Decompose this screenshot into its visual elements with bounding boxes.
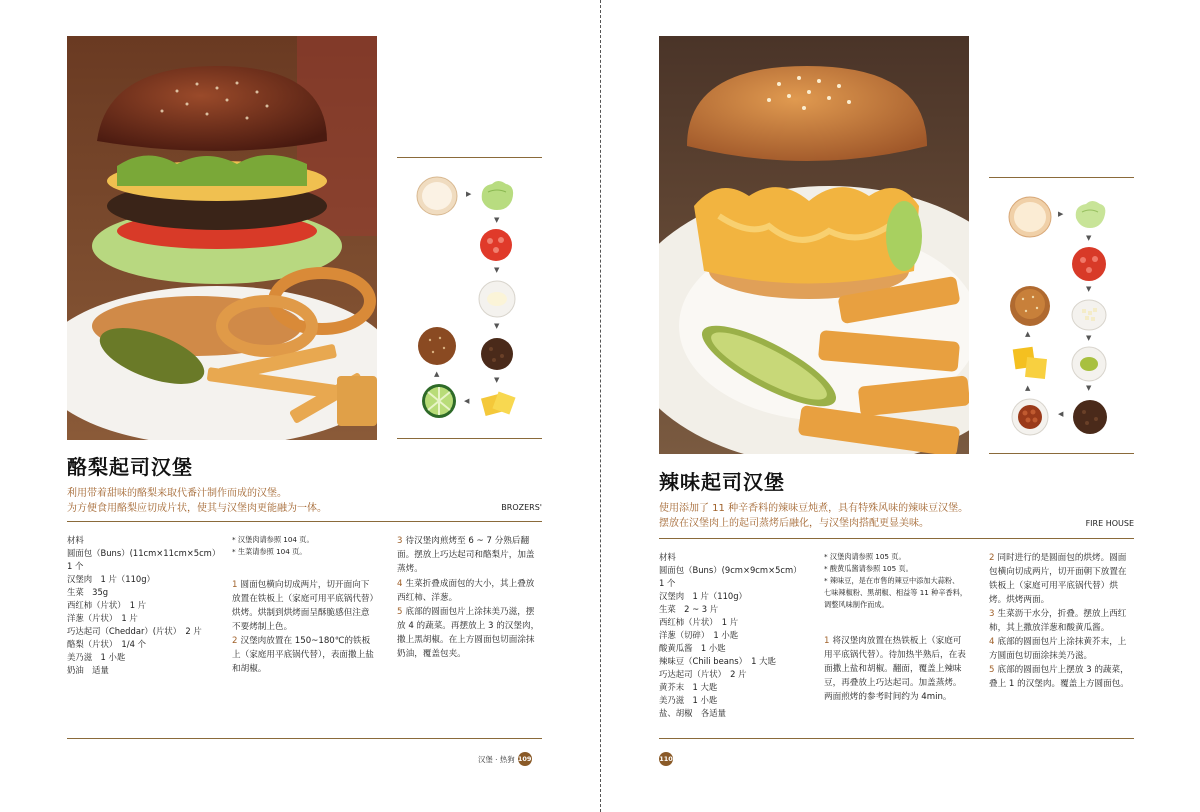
ingredients-list [659, 551, 819, 720]
recipe-intro [659, 501, 1079, 531]
arrow-icon: ▲ [1025, 330, 1031, 338]
note-line: 七味辣椒粉、黑胡椒、相益等 11 种辛香料， [824, 588, 968, 597]
cheese-slices-icon [480, 388, 516, 426]
note-line: * 汉堡肉请参照 104 页。 [232, 535, 314, 544]
recipe-intro [67, 486, 487, 516]
ingredient-line: 酸黄瓜酱 1 小匙 [659, 643, 726, 653]
arrow-icon: ▼ [494, 266, 500, 274]
recipe-step [989, 663, 1134, 691]
page-folio [659, 752, 673, 766]
ingredient-line: 美乃滋 1 小匙 [67, 652, 126, 662]
recipe-step [397, 605, 542, 661]
note-line: * 汉堡肉请参照 105 页。 [824, 552, 906, 561]
ingredient-line: 巧达起司（Cheddar）(片状） 2 片 [67, 626, 202, 636]
reference-notes [824, 551, 974, 611]
ingredient-flow-top-rule [989, 177, 1134, 178]
section-name: 汉堡 · 热狗 [478, 754, 515, 764]
onion-icon [1070, 298, 1108, 336]
arrow-icon: ▼ [1086, 384, 1092, 392]
restaurant-source: BROZERS' [501, 503, 542, 512]
recipe-title: 辣味起司汉堡 [659, 470, 785, 494]
intro-line: 使用添加了 11 种辛香料的辣味豆炖煮，具有特殊风味的辣味豆汉堡。 [659, 503, 969, 514]
step-text: 将汉堡肉放置在热铁板上（家庭可用平底锅代替）。待加热半熟后，在表面撒上盐和胡椒。翻面，覆盖上辣味豆，再叠放上巧达起司。加盖蒸烤。两面煎烤的参考时间约为 4min。 [824, 636, 966, 702]
arrow-icon: ◀ [464, 397, 470, 405]
patty-icon [1070, 398, 1110, 440]
note-line: * 酸黄瓜酱请参照 105 页。 [824, 564, 913, 573]
step-text: 生菜折叠成面包的大小，其上叠放西红柿、洋葱。 [397, 579, 535, 603]
ingredient-line: 酪梨（片状） 1/4 个 [67, 639, 146, 649]
ingredient-line: 洋葱（片状） 1 片 [67, 613, 138, 623]
ingredient-line: 生菜 35g [67, 587, 109, 597]
note-line: * 生菜请参照 104 页。 [232, 547, 307, 556]
cheese-slices-icon [1012, 344, 1050, 386]
recipe-step [824, 634, 969, 704]
ingredient-line: 圆面包（Buns）(11cm×11cm×5cm） [67, 548, 221, 558]
arrow-icon: ▼ [494, 322, 500, 330]
recipe-step [397, 577, 542, 605]
step-text: 底部的圆面包片上涂抹黄芥末，上方圆面包切面涂抹美乃滋。 [989, 637, 1127, 661]
step-text: 底部的圆面包片上涂抹美乃滋，摆放 4 的蔬菜。再摆放上 3 的汉堡肉，撒上黑胡椒。在上方圆面包切面涂抹奶油，覆盖包夹。 [397, 607, 540, 659]
section-rule [659, 538, 1134, 539]
bun-bottom-icon [1008, 284, 1052, 332]
ingredient-line: 洋葱（切碎） 1 小匙 [659, 630, 739, 640]
note-line: * 辣味豆，是在市售的辣豆中添加大蒜粉、 [824, 576, 960, 585]
step-number: 1 [824, 636, 830, 646]
avocado-cheese-burger-photo [67, 36, 377, 440]
arrow-icon: ▶ [466, 190, 472, 198]
tomato-slice-icon [1070, 246, 1108, 286]
ingredient-line: 1 个 [659, 578, 676, 588]
arrow-icon: ▲ [1025, 384, 1031, 392]
page-folio [478, 752, 532, 766]
ingredient-line: 辣味豆（Chili beans） 1 大匙 [659, 656, 776, 666]
ingredient-line: 生菜 2 ~ 3 片 [659, 604, 719, 614]
lettuce-icon [478, 178, 516, 218]
ingredient-line: 盐、胡椒 各适量 [659, 708, 726, 718]
ingredient-line: 圆面包（Buns）(9cm×9cm×5cm） [659, 565, 802, 575]
ingredient-line: 西红柿（片状） 1 片 [659, 617, 739, 627]
recipe-step [397, 534, 542, 576]
arrow-icon: ▼ [1086, 285, 1092, 293]
relish-icon [1070, 346, 1108, 386]
page-spine [600, 0, 601, 812]
step-text: 生菜沥干水分，折叠。摆放上西红柿，其上撒放洋葱和酸黄瓜酱。 [989, 609, 1127, 633]
page-number-badge: 109 [518, 752, 532, 766]
ingredient-line: 1 个 [67, 561, 84, 571]
avocado-slice-icon [420, 382, 458, 424]
step-number: 4 [397, 579, 403, 589]
ingredient-line: 材料 [67, 535, 84, 545]
ingredient-line: 巧达起司（片状） 2 片 [659, 669, 747, 679]
bun-top-icon [416, 176, 458, 220]
arrow-icon: ▼ [494, 376, 500, 384]
ingredient-line: 黄芥末 1 大匙 [659, 682, 718, 692]
arrow-icon: ▼ [494, 216, 500, 224]
ingredient-line: 奶油 适量 [67, 665, 109, 675]
step-text: 圆面包横向切成两片，切开面向下放置在铁板上（家庭可用平底锅代替）烘烤。烘制到烘烤面呈酥脆感但注意不要烤制上色。 [232, 580, 374, 632]
arrow-icon: ▶ [1058, 210, 1064, 218]
tomato-slice-icon [478, 228, 514, 266]
ingredient-line: 汉堡肉 1 片（110g） [659, 591, 747, 601]
step-number: 4 [989, 637, 995, 647]
step-number: 5 [397, 607, 403, 617]
footer-rule [67, 738, 542, 739]
recipe-step [989, 551, 1134, 607]
lettuce-icon [1072, 198, 1108, 236]
ingredient-line: 美乃滋 1 小匙 [659, 695, 718, 705]
recipe-title: 酪梨起司汉堡 [67, 455, 193, 479]
ingredient-flow-bottom-rule [397, 438, 542, 439]
ingredient-flow-top-rule [397, 157, 542, 158]
arrow-icon: ▼ [1086, 334, 1092, 342]
step-number: 2 [989, 553, 995, 563]
step-number: 1 [232, 580, 238, 590]
ingredient-line: 材料 [659, 552, 676, 562]
step-number: 2 [232, 636, 238, 646]
restaurant-source: FIRE HOUSE [1085, 519, 1134, 528]
step-number: 3 [989, 609, 995, 619]
bun-top-icon [1008, 196, 1052, 242]
step-number: 5 [989, 665, 995, 675]
intro-line: 利用带着甜味的酪梨来取代番汁制作而成的汉堡。 [67, 488, 287, 499]
intro-line: 摆放在汉堡肉上的起司蒸烤后融化，与汉堡肉搭配更显美味。 [659, 518, 929, 529]
bun-bottom-icon [416, 326, 458, 370]
ingredient-line: 汉堡肉 1 片（110g） [67, 574, 155, 584]
intro-line: 为方便食用酪梨应切成片状，使其与汉堡肉更能融为一体。 [67, 503, 327, 514]
chili-cheese-burger-photo [659, 36, 969, 454]
arrow-icon: ◀ [1058, 410, 1064, 418]
step-text: 同时进行的是圆面包的烘烤。圆面包横向切成两片，切开面朝下放置在铁板上（家庭可用平底锅代替）烘烤。烘烤两面。 [989, 553, 1127, 605]
step-text: 底部的圆面包片上摆放 3 的蔬菜，叠上 1 的汉堡肉。覆盖上方圆面包。 [989, 665, 1129, 689]
step-text: 待汉堡肉煎烤至 6 ~ 7 分熟后翻面。摆放上巧达起司和酪梨片，加盖蒸烤。 [397, 536, 535, 574]
mayonnaise-icon [478, 280, 516, 322]
ingredient-line: 西红柿（片状） 1 片 [67, 600, 147, 610]
footer-rule [659, 738, 1134, 739]
recipe-step [232, 634, 377, 676]
recipe-step [989, 607, 1134, 635]
patty-icon [478, 336, 516, 376]
step-text: 汉堡肉放置在 150~180℃的铁板上（家庭用平底锅代替），表面撒上盐和胡椒。 [232, 636, 374, 674]
chili-beans-icon [1010, 398, 1050, 440]
ingredient-flow-bottom-rule [989, 453, 1134, 454]
section-rule [67, 521, 542, 522]
note-line: 调整风味制作而成。 [824, 600, 889, 609]
arrow-icon: ▲ [434, 370, 440, 378]
step-number: 3 [397, 536, 403, 546]
ingredients-list [67, 534, 227, 677]
recipe-step [989, 635, 1134, 663]
reference-notes [232, 534, 382, 558]
page-number-badge: 110 [659, 752, 673, 766]
recipe-step [232, 578, 377, 634]
arrow-icon: ▼ [1086, 234, 1092, 242]
